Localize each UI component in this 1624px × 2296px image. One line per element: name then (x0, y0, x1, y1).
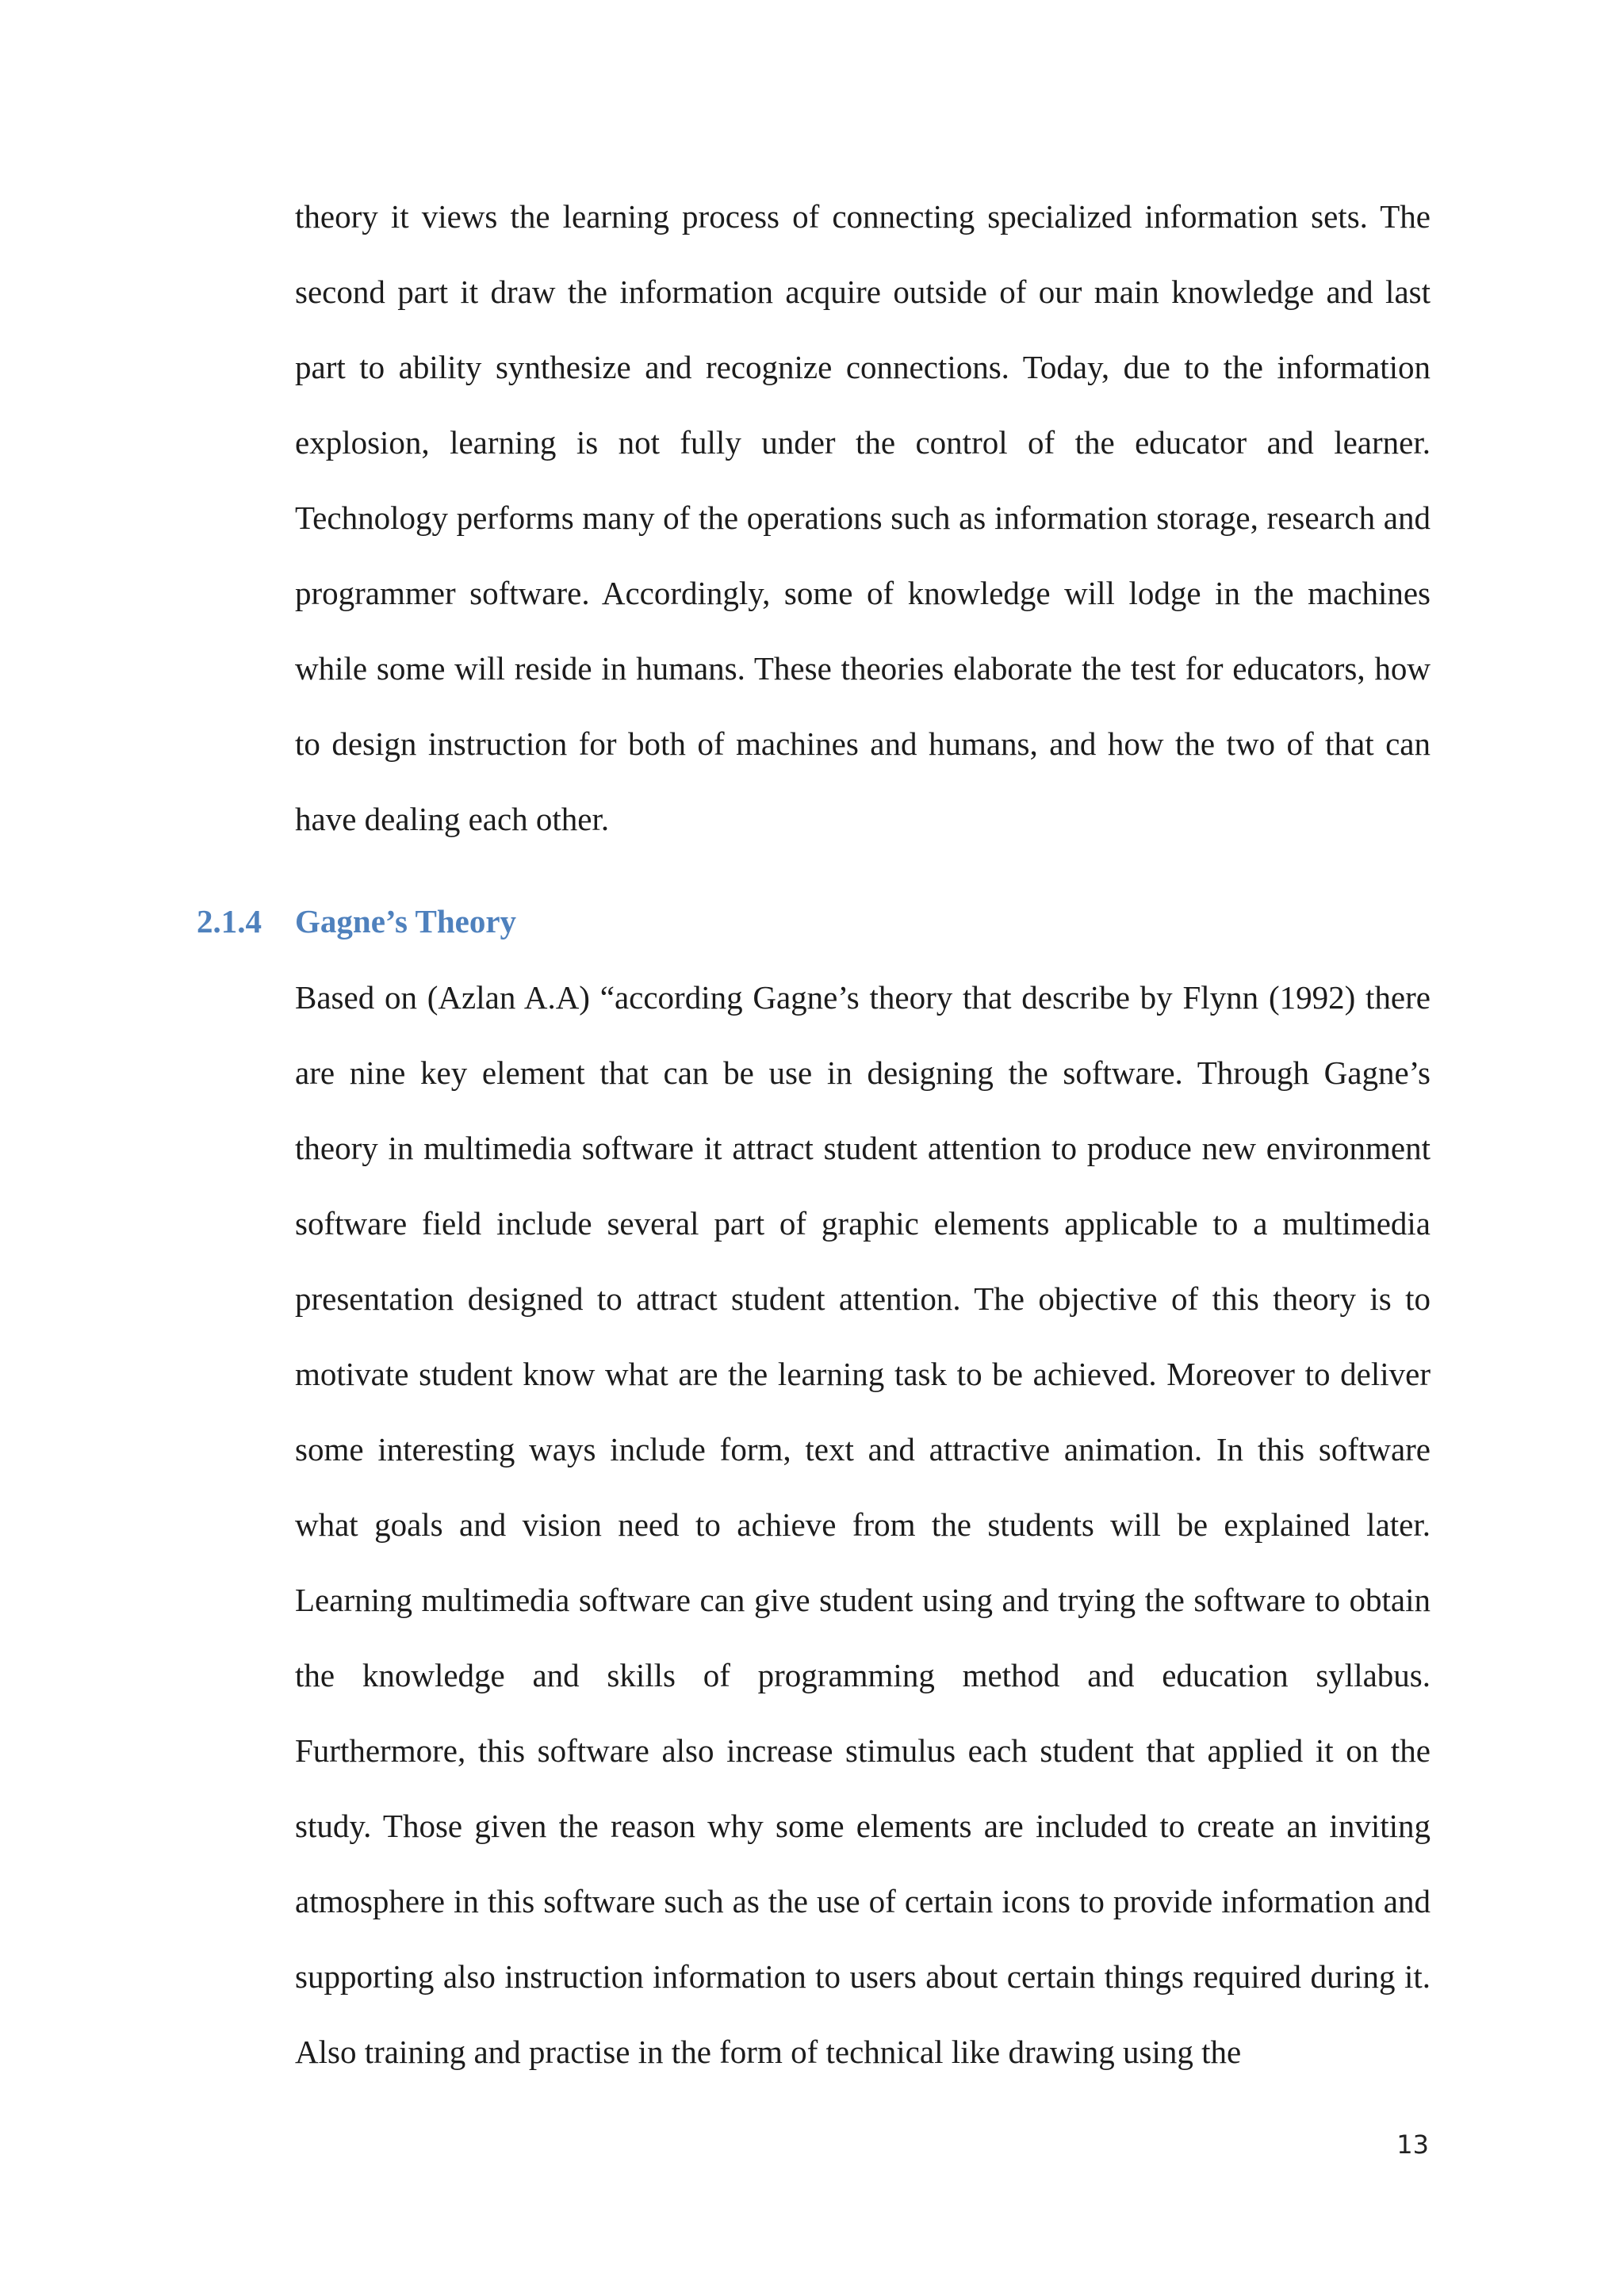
section-title: Gagne’s Theory (295, 903, 517, 939)
body-text-block (295, 179, 1431, 857)
paragraph-connectivism-continued: theory it views the learning process of connecting specialized information sets. The second part it draw the information acquire outside of our main knowledge and last part to ability synthesize and recognize connections. Today, due to the information explosion, learning is not fully under the control of the educator and learner. Technology performs many of the operations such as information storage, research and programmer software. Accordingly, some of knowledge will lodge in the machines while some will reside in humans. These theories elaborate the test for educators, how to design instruction for both of machines and humans, and how the two of that can have dealing each other. (295, 198, 1431, 837)
section-heading (197, 892, 516, 951)
section-number: 2.1.4 (197, 903, 262, 939)
page-number: 13 (1396, 2130, 1429, 2160)
body-text-block (295, 960, 1431, 2090)
paragraph-gagne-theory: Based on (Azlan A.A) “according Gagne’s theory that describe by Flynn (1992) there are nine key element that can be use in designing the software. Through Gagne’s theory in multimedia software it attract student attention to produce new environment software field include several part of graphic elements applicable to a multimedia presentation designed to attract student attention. The objective of this theory is to motivate student know what are the learning task to be achieved. Moreover to deliver some interesting ways include form, text and attractive animation. In this software what goals and vision need to achieve from the students will be explained later. Learning multimedia software can give student using and trying the software to obtain the knowledge and skills of programming method and education syllabus. Furthermore, this software also increase stimulus each student that applied it on the study. Those given the reason why some elements are included to create an inviting atmosphere in this software such as the use of certain icons to provide information and supporting also instruction information to users about certain things required during it. Also training and practise in the form of technical like drawing using the (295, 979, 1431, 2070)
